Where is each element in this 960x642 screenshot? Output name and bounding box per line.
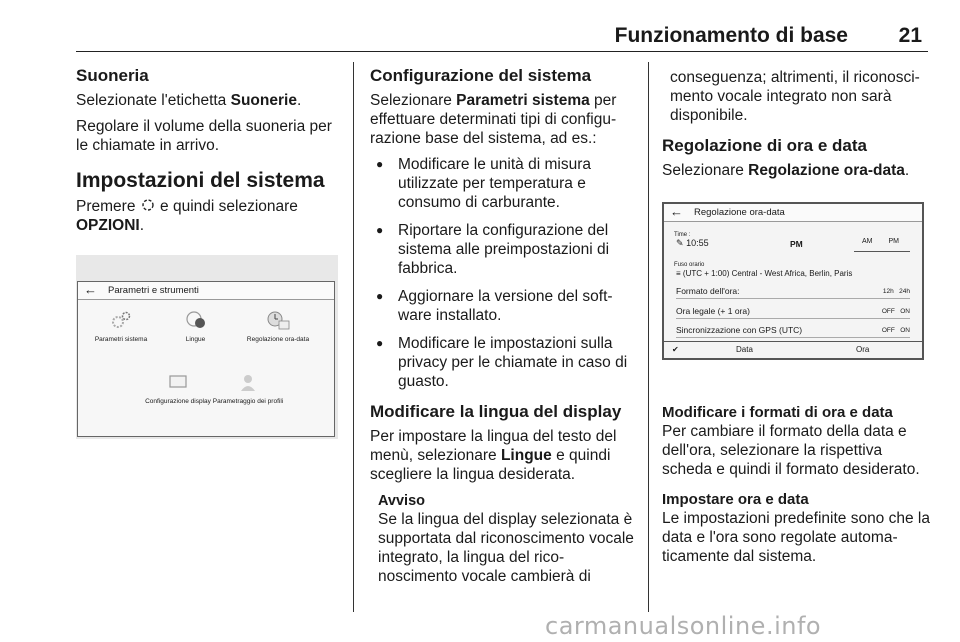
paragraph: Selezionare Regolazione ora-data. — [662, 162, 910, 179]
edit-pencil-icon: ✎ — [676, 238, 684, 248]
paragraph: Regolare il volume della suoneria per le chiamate in arrivo. — [76, 118, 332, 154]
paragraph: Le impostazioni predefinite sono che la data e l'ora sono regolate automa-ticamente dal sistema. — [662, 510, 930, 565]
tab-bar — [664, 341, 922, 358]
bullet-list — [370, 155, 634, 391]
time-label: Time : — [674, 232, 691, 238]
settings-gear-icon — [140, 197, 156, 213]
language-icon — [184, 310, 208, 330]
list-item: ● Riportare la configurazione del sistema alle preimpostazioni di fabbrica. — [398, 221, 634, 278]
paragraph: Per impostare la lingua del testo del menù, selezionare Lingue e quindi scegliere la lingua desiderata. — [370, 428, 617, 483]
list-item: ● Modificare le unità di misura utilizzate per temperatura e consumo di carburante. — [398, 155, 634, 212]
row-sincronizzazione-gps[interactable]: Sincronizzazione con GPS (UTC) OFF ON — [676, 323, 910, 338]
paragraph: conseguenza; altrimenti, il riconosci-mento vocale integrato non sarà disponibile. — [670, 69, 920, 124]
paragraph: Premere e quindi selezionare OPZIONI. — [76, 198, 298, 234]
back-arrow-icon[interactable]: ← — [670, 204, 683, 219]
page-header — [76, 0, 928, 52]
column-divider — [648, 62, 649, 612]
watermark: carmanualsonline.info — [545, 612, 822, 640]
column-1 — [76, 62, 344, 439]
section-title-suoneria: Suoneria — [76, 66, 149, 85]
time-value: 10:55 — [686, 238, 709, 248]
row-ora-legale[interactable]: Ora legale (+ 1 ora) OFF ON — [676, 304, 910, 319]
tile-configurazione-display[interactable]: Configurazione display — [138, 372, 218, 406]
list-item: ● Aggiornare la versione del soft-ware installato. — [398, 287, 634, 325]
timezone-row[interactable]: ≡ (UTC + 1:00) Central - West Africa, Berlin, Paris — [676, 269, 853, 278]
am-pm-toggle[interactable]: AM PM — [854, 232, 910, 252]
subsection-title-formati: Modificare i formati di ora e data — [662, 404, 893, 421]
column-3 — [662, 62, 930, 573]
tile-lingue[interactable]: Lingue — [173, 310, 218, 344]
display-icon — [166, 372, 190, 392]
clock-calendar-icon — [266, 310, 290, 330]
page-title: Funzionamento di base — [614, 24, 848, 47]
tile-parametraggio-profili[interactable]: Parametraggio dei profili — [208, 372, 288, 406]
column-2 — [370, 62, 634, 593]
screen-panel — [77, 281, 335, 437]
section-title-impostazioni: Impostazioni del sistema — [76, 169, 325, 192]
screen-title-bar — [664, 204, 922, 222]
am-pm-value: PM — [790, 239, 803, 249]
back-arrow-icon[interactable]: ← — [84, 282, 97, 297]
screen-title-bar — [78, 282, 334, 300]
section-title-ora-data: Regolazione di ora e data — [662, 136, 867, 155]
section-title-lingua: Modificare la lingua del display — [370, 402, 622, 421]
note-title: Avviso — [378, 493, 426, 509]
tile-parametri-sistema[interactable]: Parametri sistema — [86, 310, 156, 344]
screen-title: Regolazione ora-data — [694, 207, 785, 218]
time-row[interactable] — [676, 234, 709, 253]
subsection-title-impostare: Impostare ora e data — [662, 491, 809, 508]
checkmark-icon[interactable]: ✔ — [672, 345, 679, 354]
timezone-label: Fuso orario — [674, 262, 705, 268]
paragraph: Selezionare Parametri sistema per effettuare determinati tipi di configu-razione base del sistema, ad es.: — [370, 92, 617, 147]
column-divider — [353, 62, 354, 612]
paragraph: Per cambiare il formato della data e dell'ora, selezionare la rispettiva scheda e quindi il formato desiderato. — [662, 423, 920, 478]
list-item: ● Modificare le impostazioni sulla privacy per le chiamate in caso di guasto. — [398, 334, 634, 391]
gears-icon — [109, 310, 133, 330]
note-box — [370, 492, 634, 586]
note-text: Se la lingua del display selezionata è supportata dal riconoscimento vocale integrato, la lingua del rico-noscimento vocale cambierà di — [378, 511, 634, 585]
tile-regolazione-ora-data[interactable]: Regolazione ora-data — [228, 310, 328, 344]
page-number: 21 — [898, 24, 922, 47]
screenshot-parametri-strumenti — [76, 255, 338, 439]
section-title-configurazione: Configurazione del sistema — [370, 66, 592, 85]
profile-icon — [236, 372, 260, 392]
row-formato-ora[interactable]: Formato dell'ora: 12h 24h — [676, 284, 910, 299]
screenshot-regolazione-ora-data — [662, 202, 924, 360]
tab-data[interactable]: Data — [736, 345, 753, 354]
paragraph: Selezionate l'etichetta Suonerie. — [76, 92, 302, 109]
list-icon: ≡ — [676, 269, 681, 278]
screen-title: Parametri e strumenti — [108, 285, 199, 296]
tab-ora[interactable]: Ora — [856, 345, 870, 354]
